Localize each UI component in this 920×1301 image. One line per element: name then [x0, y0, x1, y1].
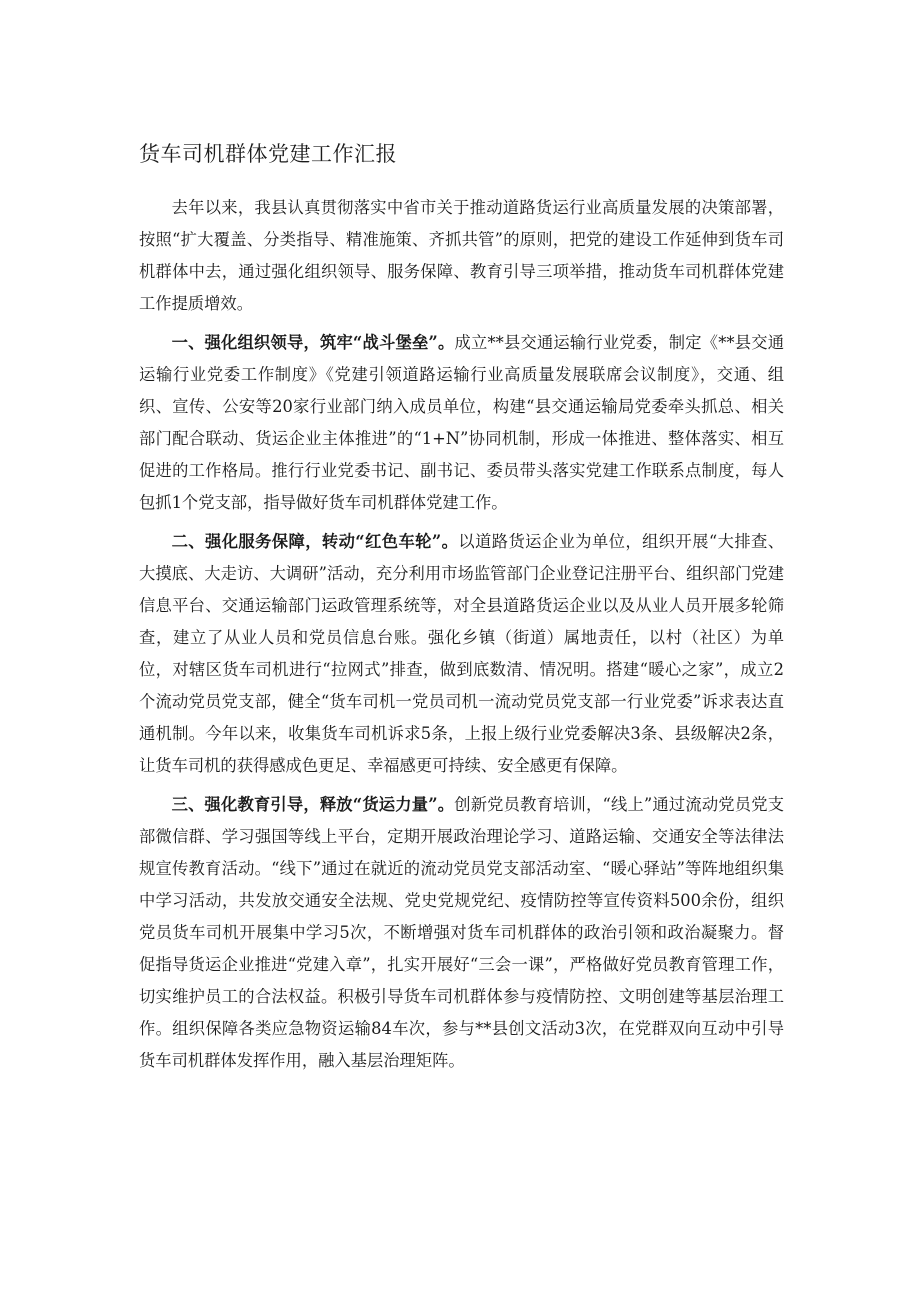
intro-paragraph: 去年以来，我县认真贯彻落实中省市关于推动道路货运行业高质量发展的决策部署，按照“扩大覆盖、分类指导、精准施策、齐抓共管”的原则，把党的建设工作延伸到货车司机群体中去，通过强化组织领导、服务保障、教育引导三项举措，推动货车司机群体党建工作提质增效。	[139, 198, 784, 313]
section-paragraph-3	[139, 789, 784, 1077]
document-page	[139, 138, 784, 1084]
document-title: 货车司机群体党建工作汇报	[139, 142, 397, 166]
section-heading-1: 一、强化组织领导，筑牢“战斗堡垒”。	[171, 333, 455, 352]
section-body-3: 创新党员教育培训，“线上”通过流动党员党支部微信群、学习强国等线上平台，定期开展政治理论学习、道路运输、交通安全等法律法规宣传教育活动。“线下”通过在就近的流动党员党支部活动室、“暖心驿站”等阵地组织集中学习活动，共发放交通安全法规、党史党规党纪、疫情防控等宣传资料500余份，组织党员货车司机开展集中学习5次，不断增强对货车司机群体的政治引领和政治凝聚力。督促指导货运企业推进“党建入章”，扎实开展好“三会一课”，严格做好党员教育管理工作，切实维护员工的合法权益。积极引导货车司机群体参与疫情防控、文明创建等基层治理工作。组织保障各类应急物资运输84车次，参与**县创文活动3次，在党群双向互动中引导货车司机群体发挥作用，融入基层治理矩阵。	[139, 795, 785, 1070]
section-heading-3: 三、强化教育引导，释放“货运力量”。	[171, 795, 455, 814]
section-paragraph-1	[139, 327, 784, 519]
section-paragraph-2	[139, 526, 784, 782]
section-heading-2: 二、强化服务保障，转动“红色车轮”。	[171, 532, 459, 551]
section-body-2: 以道路货运企业为单位，组织开展“大排查、大摸底、大走访、大调研”活动，充分利用市场监管部门企业登记注册平台、组织部门党建信息平台、交通运输部门运政管理系统等，对全县道路货运企业以及从业人员开展多轮筛查，建立了从业人员和党员信息台账。强化乡镇（街道）属地责任，以村（社区）为单位，对辖区货车司机进行“拉网式”排查，做到底数清、情况明。搭建“暖心之家”，成立2个流动党员党支部，健全“货车司机一党员司机一流动党员党支部一行业党委”诉求表达直通机制。今年以来，收集货车司机诉求5条，上报上级行业党委解决3条、县级解决2条，让货车司机的获得感成色更足、幸福感更可持续、安全感更有保障。	[139, 532, 785, 775]
section-body-1: 成立**县交通运输行业党委，制定《**县交通运输行业党委工作制度》《党建引领道路运输行业高质量发展联席会议制度》，交通、组织、宣传、公安等20家行业部门纳入成员单位，构建“县交通运输局党委牵头抓总、相关部门配合联动、货运企业主体推进”的“1+N”协同机制，形成一体推进、整体落实、相互促进的工作格局。推行行业党委书记、副书记、委员带头落实党建工作联系点制度，每人包抓1个党支部，指导做好货车司机群体党建工作。	[139, 333, 784, 512]
